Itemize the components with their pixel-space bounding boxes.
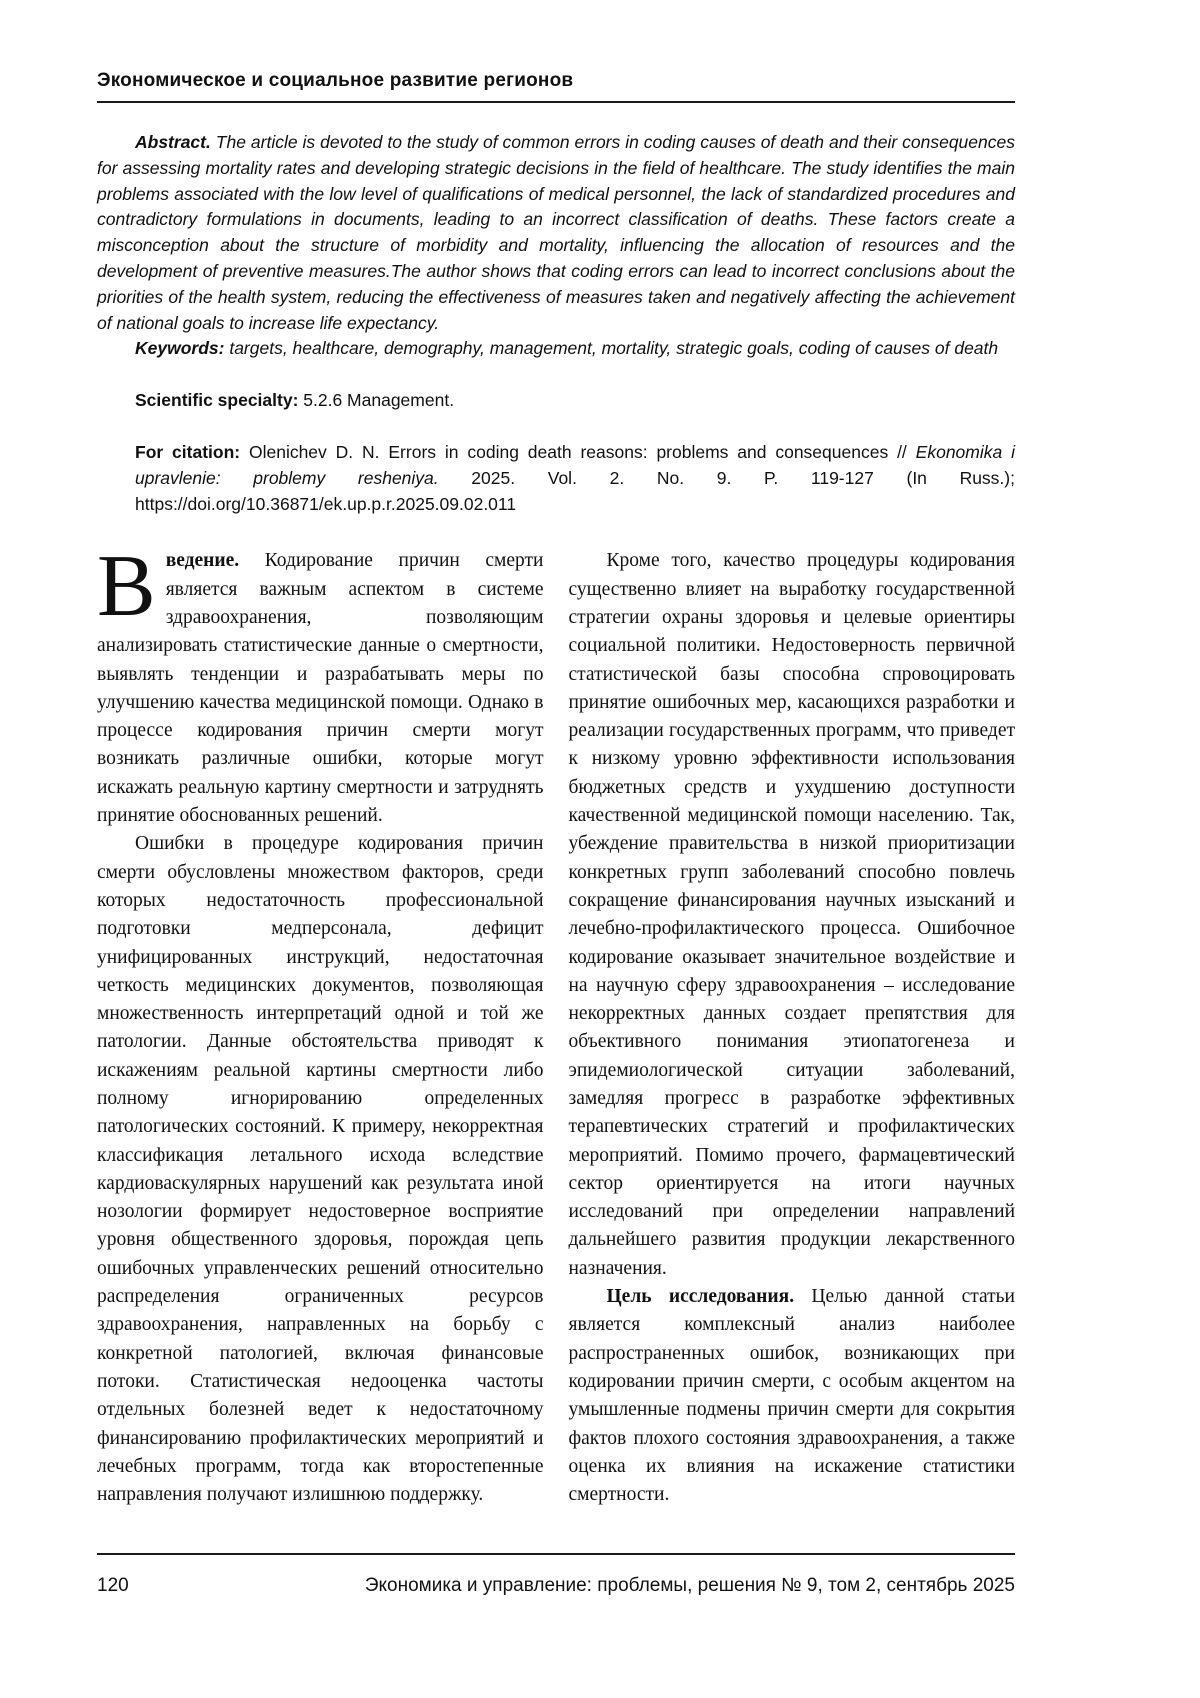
goal-paragraph [569, 1283, 1016, 1509]
keywords-label: Keywords: [135, 338, 225, 359]
keywords-paragraph [97, 336, 1015, 362]
drop-cap: В [97, 538, 156, 636]
right-column [569, 547, 1016, 1509]
abstract-text: The article is devoted to the study of common errors in coding causes of death and their consequences for assessing mortality rates and developing strategic decisions in the field of healthcare. The study identifies the main problems associated with the low level of qualifications of medical personnel, the lack of standardized procedures and contradictory formulations in documents, leading to an incorrect classification of deaths. These factors create a misconception about the structure of morbidity and mortality, influencing the allocation of resources and the development of preventive measures.The author shows that coding errors can lead to incorrect conclusions about the priorities of the health system, reducing the effectiveness of measures taken and negatively affecting the achievement of national goals to increase life expectancy. [97, 132, 1015, 333]
specialty-text: 5.2.6 Management. [298, 390, 455, 411]
citation-journal-title: Ekonomika i upravlenie: problemy resheniya. [135, 441, 1015, 488]
citation-paragraph [135, 440, 1015, 517]
running-header-title: Экономическое и социальное развитие регионов [97, 70, 574, 91]
abstract-label: Abstract. [135, 132, 211, 152]
left-column [97, 538, 544, 1509]
keywords-text: targets, healthcare, demography, management, mortality, strategic goals, coding of causes of death [224, 338, 999, 359]
front-matter [97, 130, 1015, 517]
header-rule [97, 101, 1015, 103]
body-paragraph: Кроме того, качество процедуры кодирования существенно влияет на выработку государственной стратегии охраны здоровья и целевые ориентиры социальной политики. Недостоверность первичной статистической базы способна спровоцировать принятие ошибочных мер, касающихся разработки и реализации государственных программ, что приведет к низкому уровню эффективности использования бюджетных средств и ухудшению доступности качественной медицинской помощи населению. Так, убеждение правительства в низкой приоритизации конкретных групп заболеваний способно повлечь сокращение финансирования научных изысканий и лечебно-профилактического процесса. Ошибочное кодирование оказывает значительное воздействие и на научную сферу здравоохранения – исследование некорректных данных создает препятствия для объективного понимания этиопатогенеза и эпидемиологической ситуации заболеваний, замедляя прогресс в разработке эффективных терапевтических стратегий и профилактических мероприятий. Помимо прочего, фармацевтический сектор ориентируется на итоги научных исследований при определении направлений дальнейшего развития продукции лекарственного назначения. [568, 550, 1015, 1279]
intro-label: ведение. [165, 550, 240, 572]
specialty-label: Scientific specialty: [135, 390, 299, 411]
abstract-paragraph [97, 130, 1015, 336]
abstract-block [97, 130, 1015, 362]
footer-row [97, 1555, 1015, 1597]
page-number: 120 [97, 1575, 129, 1596]
journal-page [97, 0, 1015, 1509]
citation-label: For citation: [135, 441, 241, 462]
body-paragraph: Ошибки в процедуре кодирования причин смерти обусловлены множеством факторов, среди которых недостаточность профессиональной подготовки медперсонала, дефицит унифицированных инструкций, недостаточная четкость медицинских документов, позволяющая множественность интерпретаций одной и той же патологии. Данные обстоятельства приводят к искажениям реальной картины смертности либо полному игнорированию определенных патологических состояний. К примеру, некорректная классификация летального исхода вследствие кардиоваскулярных нарушений как результата иной нозологии формирует недостоверное восприятие уровня общественного здоровья, порождая цепь ошибочных управленческих решений относительно распределения ограниченных ресурсов здравоохранения, направленных на борьбу с конкретной патологией, включая финансовые потоки. Статистическая недооценка частоты отдельных болезней ведет к недостаточному финансированию профилактических мероприятий и лечебных программ, тогда как второстепенные направления получают излишнюю поддержку. [97, 833, 544, 1506]
intro-text: Кодирование причин смерти является важным аспектом в системе здравоохранения, позволяющим анализировать статистические данные о смертности, выявлять тенденции и разрабатывать меры по улучшению качества медицинской помощи. Однако в процессе кодирования причин смерти могут возникать различные ошибки, которые могут искажать реальную картину смертности и затруднять принятие обоснованных решений. [97, 550, 544, 827]
intro-paragraph [97, 538, 544, 830]
citation-block [135, 440, 1015, 517]
goal-label: Цель исследования. [606, 1286, 795, 1308]
specialty-block [135, 388, 1015, 414]
page-footer [97, 1553, 1015, 1597]
citation-tail: 2025. Vol. 2. No. 9. P. 119-127 (In Russ.); https://doi.org/10.36871/ek.up.p.r.2025.09.02.011 [135, 467, 1015, 514]
article-columns [97, 538, 1015, 1509]
citation-text: Olenichev D. N. Errors in coding death reasons: problems and consequences // [240, 441, 916, 462]
footer-journal-title: Экономика и управление: проблемы, решения № 9, том 2, сентябрь 2025 [364, 1575, 1015, 1596]
goal-text: Целью данной статьи является комплексный анализ наиболее распространенных ошибок, возникающих при кодировании причин смерти, с особым акцентом на умышленные подмены причин смерти для сокрытия фактов плохого состояния здравоохранения, а также оценка их влияния на искажение статистики смертности. [568, 1286, 1015, 1506]
specialty-paragraph [135, 388, 1015, 414]
